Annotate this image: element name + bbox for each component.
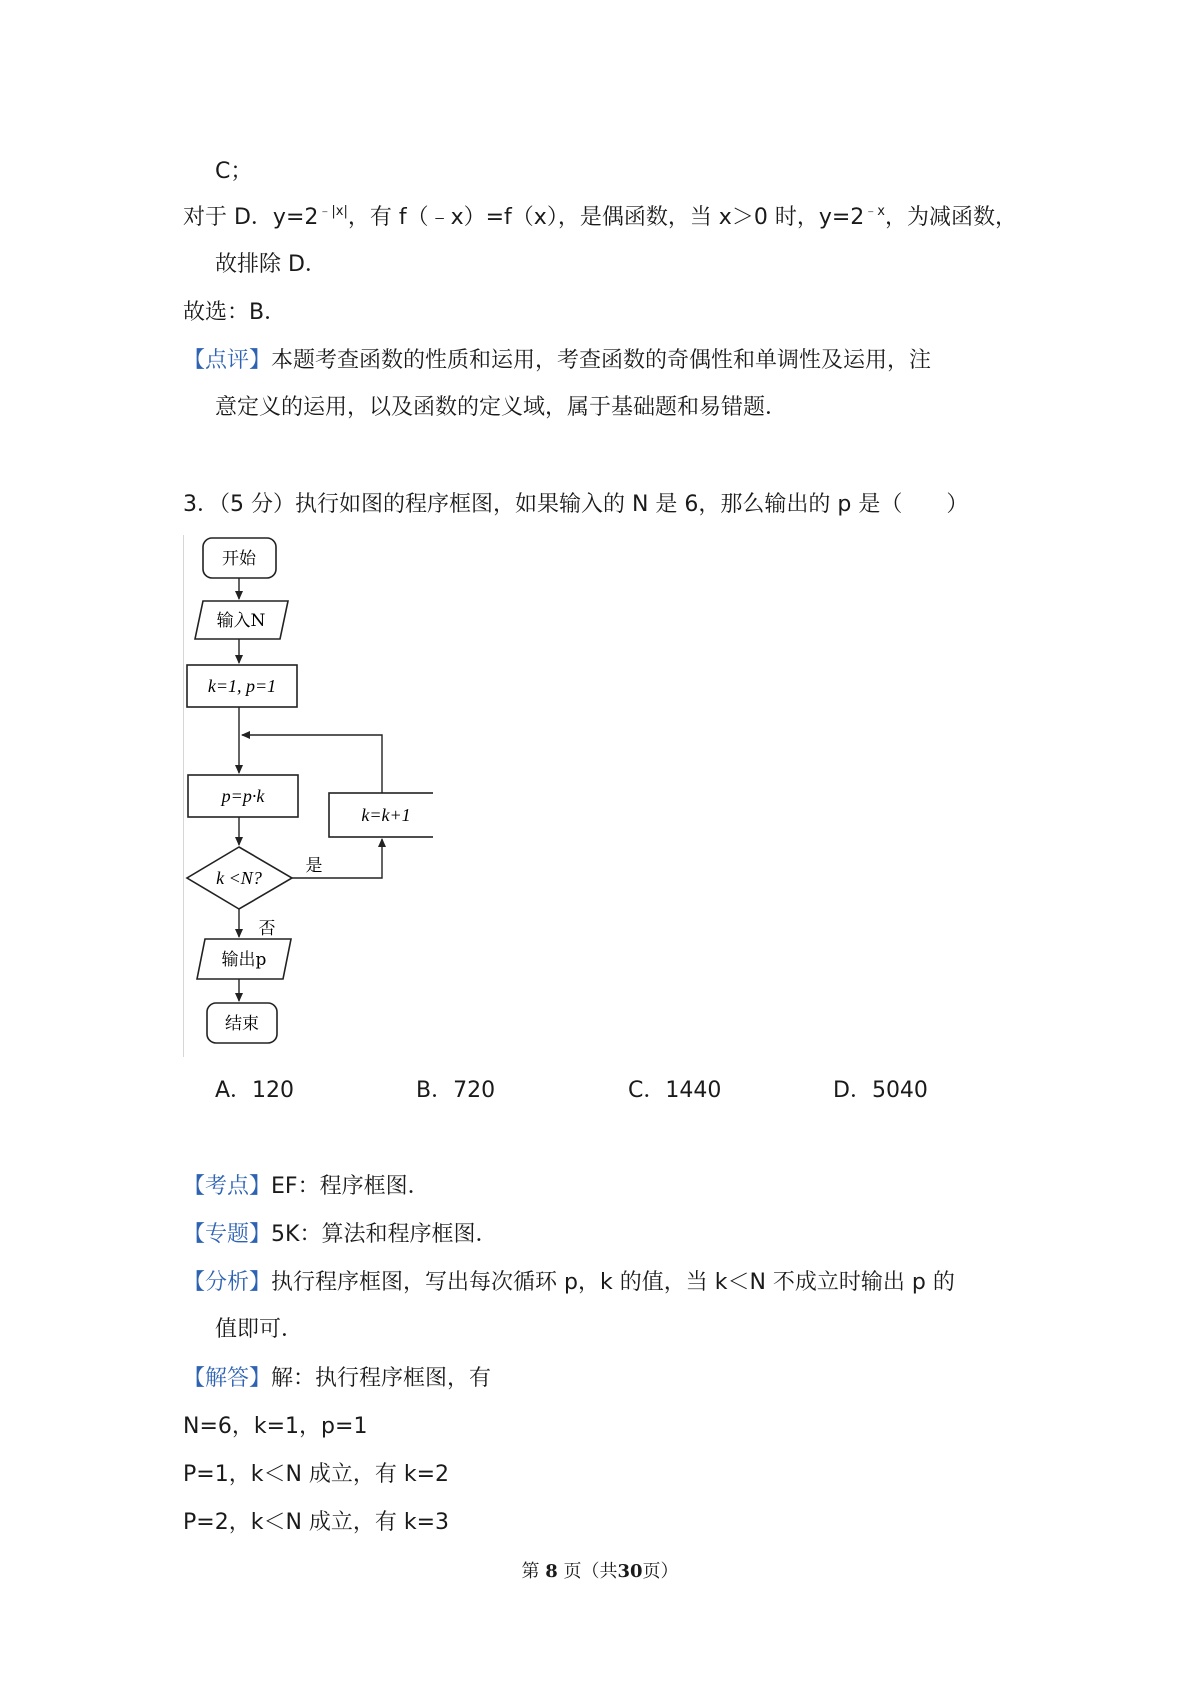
footer-page-number: 8 [545, 1561, 558, 1582]
input-label: 输入N [216, 611, 266, 631]
page-footer [0, 1557, 1200, 1583]
footer-pre: 第 [521, 1561, 540, 1582]
assign-label: p=p·k [221, 786, 265, 806]
text-line-answer: 故选：B． [183, 300, 287, 325]
zhuanti-line [183, 1220, 497, 1250]
start-label: 开始 [222, 549, 256, 569]
kaodian-text: EF：程序框图． [271, 1174, 430, 1199]
fenxi-line [183, 1268, 955, 1298]
increment-label: k=k+1 [361, 805, 411, 825]
output-label: 输出p [221, 950, 267, 970]
comment-line [183, 346, 931, 376]
option-c: C．1440 [628, 1078, 722, 1103]
step-line-1: N=6，k=1，p=1 [183, 1414, 368, 1439]
init-label: k=1, p=1 [207, 676, 277, 696]
comment-text: 本题考查函数的性质和运用，考查函数的奇偶性和单调性及运用，注 [271, 348, 932, 373]
zhuanti-text: 5K：算法和程序框图． [271, 1222, 498, 1247]
text-line-exclude-d: 故排除 D． [215, 252, 327, 277]
fenxi-text: 执行程序框图，写出每次循环 p，k 的值，当 k＜N 不成立时输出 p 的 [271, 1270, 955, 1295]
yes-label: 是 [305, 856, 323, 876]
footer-total-pages: 30 [617, 1561, 643, 1582]
superscript: ﹣x [864, 204, 885, 219]
flowchart-svg [183, 535, 433, 1065]
option-d: D．5040 [833, 1078, 928, 1103]
kaodian-line [183, 1172, 430, 1202]
no-label: 否 [258, 919, 276, 939]
text-line-d [183, 203, 1017, 233]
condition-label: k <N? [216, 868, 262, 888]
zhuanti-tag: 【专题】 [183, 1222, 272, 1247]
step-line-3: P=2，k＜N 成立，有 k=3 [183, 1510, 450, 1535]
text-line-c: C； [215, 159, 253, 184]
flowchart [183, 535, 433, 1065]
step-line-2: P=1，k＜N 成立，有 k=2 [183, 1462, 450, 1487]
fenxi-tag: 【分析】 [183, 1270, 272, 1295]
text-segment: ，有 f（﹣x）=f（x），是偶函数，当 x＞0 时，y=2 [347, 205, 865, 230]
option-a: A．120 [215, 1078, 295, 1103]
text-segment: 对于 D．y=2 [183, 205, 319, 230]
question-text: 3．（5 分）执行如图的程序框图，如果输入的 N 是 6，那么输出的 p 是（ ） [183, 492, 969, 517]
footer-mid: 页（共 [563, 1561, 618, 1582]
jieda-text: 解：执行程序框图，有 [271, 1366, 492, 1391]
superscript: ﹣|x| [318, 204, 348, 219]
text-segment: ，为减函数， [884, 205, 1017, 230]
footer-post: 页） [642, 1561, 679, 1582]
kaodian-tag: 【考点】 [183, 1174, 272, 1199]
jieda-line [183, 1364, 491, 1394]
comment-line-2: 意定义的运用，以及函数的定义域，属于基础题和易错题． [215, 395, 788, 420]
jieda-tag: 【解答】 [183, 1366, 272, 1391]
option-b: B．720 [416, 1078, 496, 1103]
fenxi-line-2: 值即可． [215, 1317, 304, 1342]
end-label: 结束 [225, 1014, 259, 1034]
comment-tag: 【点评】 [183, 348, 272, 373]
